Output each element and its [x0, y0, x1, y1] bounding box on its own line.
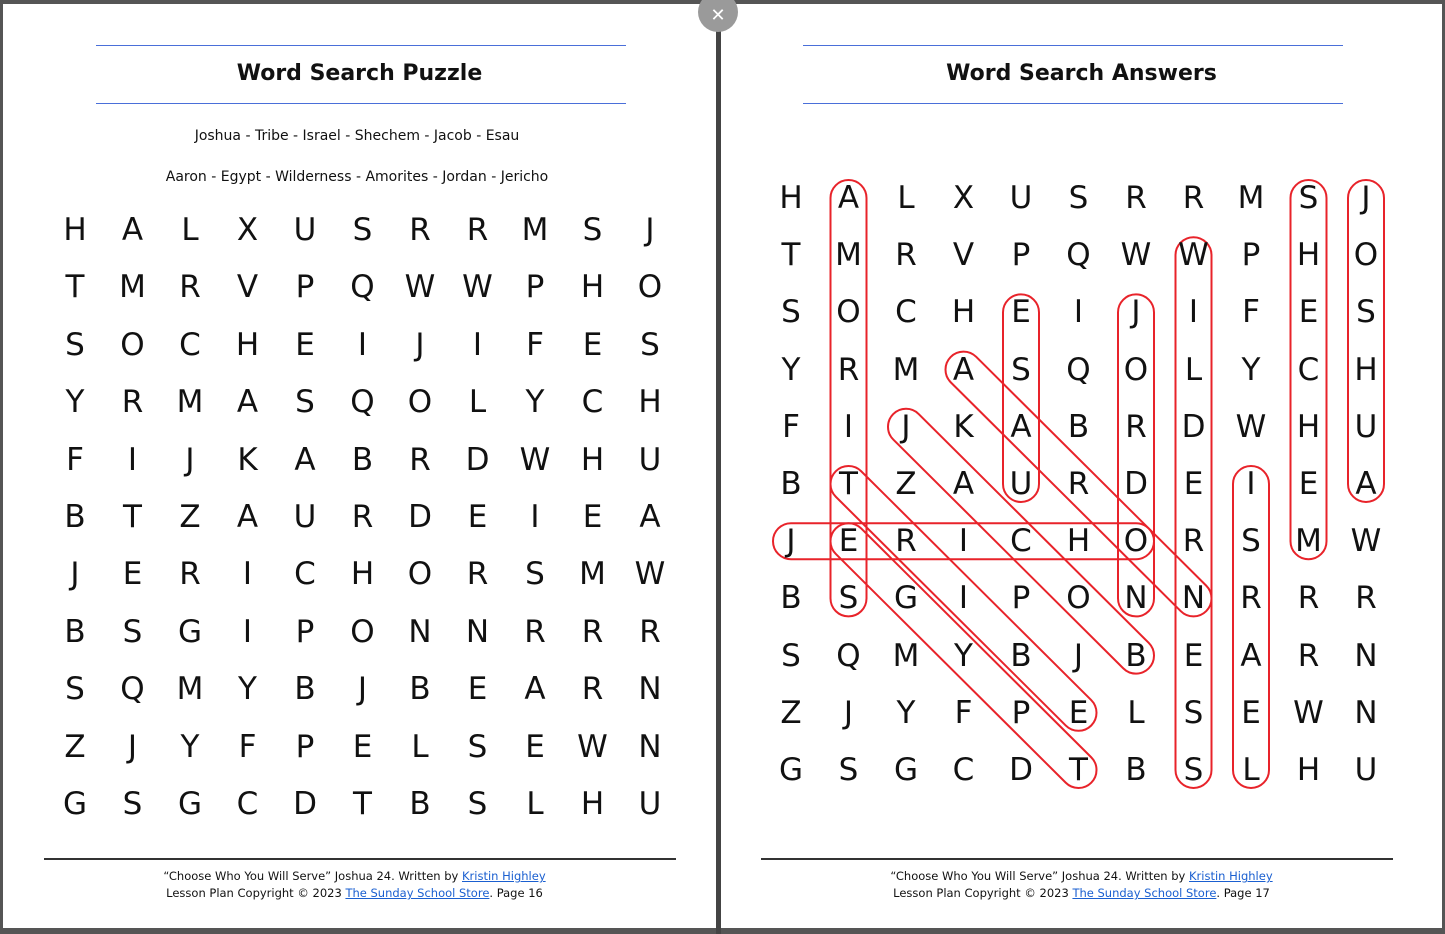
grid-letter: S — [1068, 180, 1089, 216]
grid-letter: T — [353, 786, 372, 822]
grid-letter: H — [580, 441, 605, 478]
grid-letter: A — [952, 351, 975, 388]
grid-letter: T — [781, 237, 801, 274]
grid-letter: J — [843, 694, 854, 731]
grid-letter: C — [581, 384, 604, 421]
grid-letter: X — [236, 212, 259, 248]
grid-letter: R — [1240, 580, 1262, 617]
grid-letter: S — [1183, 694, 1204, 731]
grid-letter: G — [177, 786, 203, 822]
grid-letter: Y — [781, 351, 801, 388]
grid-letter: J — [70, 556, 80, 593]
grid-letter: H — [1296, 237, 1321, 274]
grid-letter: R — [351, 499, 374, 535]
grid-letter: G — [893, 752, 919, 788]
grid-letter: R — [1355, 580, 1377, 617]
title-rule-top — [96, 45, 626, 46]
grid-letter: L — [181, 212, 199, 248]
grid-letter: A — [1355, 466, 1377, 502]
grid-letter: L — [1184, 351, 1203, 388]
grid-letter: P — [1011, 237, 1031, 274]
grid-letter: D — [408, 499, 432, 535]
grid-letter: F — [782, 408, 800, 445]
grid-letter: A — [1010, 408, 1032, 445]
grid-letter: O — [637, 269, 663, 306]
grid-letter: H — [350, 556, 375, 593]
grid-letter: R — [1067, 466, 1090, 502]
grid-letter: F — [1242, 294, 1260, 331]
grid-letter: Y — [525, 384, 545, 421]
grid-letter: G — [893, 580, 919, 617]
grid-letter: R — [179, 269, 201, 306]
grid-letter: A — [121, 212, 144, 248]
grid-letter: P — [295, 269, 315, 306]
grid-letter: S — [1241, 523, 1261, 560]
grid-letter: R — [895, 523, 917, 560]
grid-letter: G — [778, 752, 804, 788]
grid-letter: D — [465, 441, 490, 478]
grid-letter: S — [122, 613, 143, 650]
grid-letter: O — [1123, 351, 1149, 388]
grid-letter: S — [525, 556, 545, 593]
grid-letter: N — [408, 613, 432, 650]
grid-letter: Z — [64, 728, 86, 765]
grid-letter: Y — [65, 384, 85, 421]
grid-letter: E — [1241, 694, 1261, 731]
grid-letter: G — [177, 613, 203, 650]
grid-letter: W — [1120, 237, 1152, 274]
grid-letter: W — [1235, 408, 1267, 445]
grid-letter: I — [1073, 294, 1084, 331]
grid-letter: C — [179, 326, 201, 363]
grid-letter: E — [525, 728, 545, 765]
footer-line-2 — [721, 885, 1442, 902]
grid-letter: Y — [896, 694, 916, 731]
answer-circle-jordan — [1118, 294, 1154, 616]
grid-letter: M — [892, 351, 920, 388]
grid-letter: E — [1011, 294, 1031, 331]
answer-circle-israel — [1233, 466, 1269, 788]
grid-letter: A — [236, 384, 259, 421]
grid-letter: R — [1297, 637, 1320, 674]
grid-letter: S — [1011, 351, 1031, 388]
grid-letter: W — [404, 269, 436, 306]
word-list-line-2: Aaron - Egypt - Wilderness - Amorites - Jordan - Jericho — [165, 169, 549, 185]
grid-letter: N — [638, 671, 662, 708]
grid-letter: E — [1183, 637, 1204, 674]
grid-letter: S — [838, 580, 859, 617]
grid-letter: B — [1125, 752, 1147, 788]
grid-letter: T — [839, 466, 858, 502]
grid-letter: W — [1178, 237, 1209, 274]
page-title: Word Search Puzzle — [236, 61, 483, 86]
grid-letter: E — [1068, 694, 1089, 731]
grid-letter: R — [837, 351, 860, 388]
grid-letter: R — [581, 613, 604, 650]
grid-letter: S — [122, 786, 143, 822]
grid-letter: K — [953, 408, 974, 445]
grid-letter: R — [179, 556, 201, 593]
grid-letter: H — [580, 786, 605, 822]
grid-letter: B — [409, 786, 431, 822]
grid-letter: R — [466, 212, 489, 248]
grid-letter: N — [465, 613, 490, 650]
grid-letter: L — [1242, 752, 1260, 788]
grid-letter: R — [581, 671, 604, 708]
grid-letter: J — [645, 212, 655, 248]
grid-letter: P — [1011, 694, 1031, 731]
grid-letter: R — [121, 384, 144, 421]
grid-letter: E — [467, 671, 488, 708]
grid-letter: J — [1073, 637, 1084, 674]
grid-letter: U — [638, 441, 662, 478]
grid-letter: Z — [895, 466, 917, 502]
grid-letter: O — [120, 326, 145, 363]
grid-letter: S — [781, 637, 801, 674]
grid-letter: H — [951, 294, 976, 331]
grid-letter: W — [634, 556, 666, 593]
grid-letter: S — [65, 671, 85, 708]
grid-letter: P — [295, 728, 315, 765]
grid-letter: E — [467, 499, 488, 535]
footer-rule — [761, 858, 1393, 860]
grid-letter: A — [952, 466, 975, 502]
grid-letter: Q — [1066, 351, 1091, 388]
grid-letter: R — [1297, 580, 1320, 617]
grid-letter: I — [357, 326, 368, 363]
grid-letter: O — [1353, 237, 1379, 274]
grid-letter: S — [1356, 294, 1376, 331]
grid-letter: G — [62, 786, 88, 822]
grid-letter: I — [958, 580, 969, 617]
grid-letter: H — [779, 180, 803, 216]
grid-letter: N — [638, 728, 662, 765]
grid-letter: E — [582, 499, 603, 535]
grid-letter: O — [1066, 580, 1091, 617]
grid-letter: C — [1010, 523, 1032, 560]
grid-letter: L — [468, 384, 487, 421]
grid-letter: Y — [954, 637, 973, 674]
grid-letter: F — [954, 694, 973, 731]
grid-letter: M — [521, 212, 549, 248]
grid-letter: Y — [238, 671, 257, 708]
grid-letter: I — [958, 523, 969, 560]
footer-rule — [44, 858, 676, 860]
grid-letter: M — [1295, 523, 1322, 560]
grid-letter: W — [577, 728, 608, 765]
grid-letter: Q — [350, 269, 375, 306]
grid-letter: I — [1188, 294, 1199, 331]
grid-letter: E — [582, 326, 603, 363]
grid-letter: H — [638, 384, 662, 421]
grid-letter: E — [295, 326, 315, 363]
grid-letter: A — [1240, 637, 1262, 674]
grid-letter: B — [780, 466, 802, 502]
grid-letter: V — [236, 269, 259, 306]
grid-letter: W — [519, 441, 551, 478]
grid-letter: S — [781, 294, 801, 331]
word-list-line-1: Joshua - Tribe - Israel - Shechem - Jacob - Esau — [194, 128, 520, 144]
grid-letter: E — [352, 728, 373, 765]
grid-letter: L — [526, 786, 544, 822]
grid-letter: M — [835, 237, 862, 274]
answer-circle-joshua — [1348, 180, 1384, 502]
grid-letter: B — [64, 613, 86, 650]
grid-letter: S — [467, 786, 488, 822]
grid-letter: U — [1354, 752, 1378, 788]
grid-letter: U — [293, 499, 317, 535]
grid-letter: N — [1354, 694, 1378, 731]
grid-letter: B — [64, 499, 86, 535]
grid-letter: I — [1246, 466, 1256, 502]
grid-letter: H — [1296, 408, 1321, 445]
grid-letter: B — [1125, 637, 1147, 674]
grid-letter: S — [1183, 752, 1204, 788]
grid-letter: Z — [179, 499, 201, 535]
grid-letter: H — [1354, 351, 1378, 388]
grid-letter: A — [639, 499, 661, 535]
grid-letter: Q — [836, 637, 861, 674]
grid-letter: E — [838, 523, 859, 560]
grid-letter: D — [1181, 408, 1206, 445]
grid-letter: S — [65, 326, 85, 363]
footer-credit-text: “Choose Who You Will Serve” Joshua 24. Written by — [890, 869, 1190, 883]
grid-letter: O — [1123, 523, 1149, 560]
grid-letter: N — [1354, 637, 1378, 674]
grid-letter: F — [66, 441, 84, 478]
footer-copyright-text: Lesson Plan Copyright © 2023 — [893, 886, 1073, 900]
grid-letter: H — [1296, 752, 1321, 788]
grid-letter: S — [640, 326, 660, 363]
grid-letter: D — [1124, 466, 1148, 502]
grid-letter: B — [780, 580, 802, 617]
grid-letter: L — [411, 728, 429, 765]
store-link[interactable]: The Sunday School Store — [345, 886, 490, 900]
grid-letter: W — [462, 269, 493, 306]
grid-letter: R — [895, 237, 917, 274]
grid-letter: W — [1350, 523, 1382, 560]
grid-letter: O — [407, 556, 433, 593]
grid-letter: B — [294, 671, 316, 708]
grid-letter: D — [293, 786, 317, 822]
grid-letter: A — [294, 441, 316, 478]
title-rule-bottom — [96, 103, 626, 104]
store-link[interactable]: The Sunday School Store — [1072, 886, 1217, 900]
grid-letter: Z — [780, 694, 802, 731]
grid-letter: B — [1010, 637, 1032, 674]
grid-letter: B — [1067, 408, 1090, 445]
grid-letter: W — [1293, 694, 1324, 731]
grid-letter: R — [639, 613, 661, 650]
grid-letter: S — [582, 212, 603, 248]
grid-letter: U — [1009, 466, 1033, 502]
page-footer — [721, 868, 1442, 902]
grid-letter: R — [1182, 180, 1205, 216]
grid-letter: C — [236, 786, 259, 822]
grid-letter: O — [350, 613, 375, 650]
grid-letter: U — [1354, 408, 1378, 445]
grid-letter: R — [1182, 523, 1205, 560]
grid-letter: U — [638, 786, 662, 822]
author-link[interactable]: Kristin Highley — [1189, 869, 1273, 883]
grid-letter: C — [294, 556, 316, 593]
grid-letter: A — [236, 499, 259, 535]
grid-letter: Q — [1066, 237, 1091, 274]
grid-letter: J — [127, 728, 138, 765]
grid-letter: M — [579, 556, 606, 593]
page-title: Word Search Answers — [946, 61, 1217, 86]
grid-letter: E — [1298, 294, 1319, 331]
grid-letter: J — [1131, 294, 1141, 331]
grid-letter: J — [357, 671, 368, 708]
grid-letter: M — [176, 671, 204, 708]
answers-page — [721, 4, 1442, 928]
page-footer — [0, 868, 716, 902]
grid-letter: I — [127, 441, 138, 478]
footer-credit-text: “Choose Who You Will Serve” Joshua 24. Written by — [163, 869, 463, 883]
grid-letter: L — [897, 180, 915, 216]
grid-letter: U — [1009, 180, 1033, 216]
grid-letter: E — [1298, 466, 1319, 502]
author-link[interactable]: Kristin Highley — [462, 869, 546, 883]
grid-letter: P — [1241, 237, 1261, 274]
grid-letter: R — [1125, 408, 1147, 445]
grid-letter: S — [838, 752, 859, 788]
grid-letter: U — [293, 212, 317, 248]
grid-letter: B — [351, 441, 374, 478]
footer-line-1 — [721, 868, 1442, 885]
grid-letter: R — [409, 212, 431, 248]
grid-letter: I — [843, 408, 854, 445]
grid-letter: Q — [350, 384, 375, 421]
grid-letter: D — [1009, 752, 1033, 788]
grid-letter: P — [1011, 580, 1031, 617]
grid-letter: N — [1181, 580, 1206, 617]
grid-letter: O — [836, 294, 861, 331]
grid-letter: I — [242, 556, 253, 593]
footer-line-2 — [0, 885, 716, 902]
grid-letter: R — [524, 613, 546, 650]
grid-letter: T — [123, 499, 142, 535]
grid-letter: C — [952, 752, 975, 788]
grid-letter: A — [837, 180, 860, 216]
grid-letter: I — [472, 326, 483, 363]
grid-letter: E — [122, 556, 143, 593]
grid-letter: I — [530, 499, 540, 535]
grid-letter: J — [786, 523, 796, 560]
grid-letter: V — [952, 237, 975, 274]
grid-letter: X — [952, 180, 975, 216]
grid-letter: J — [1361, 180, 1371, 216]
grid-letter: Q — [120, 671, 145, 708]
grid-letter: S — [1298, 180, 1319, 216]
grid-letter: L — [1127, 694, 1145, 731]
footer-copyright-text: Lesson Plan Copyright © 2023 — [166, 886, 346, 900]
grid-letter: K — [237, 441, 258, 478]
grid-letter: M — [892, 637, 920, 674]
close-icon[interactable]: ✕ — [698, 0, 738, 32]
footer-page-number: . Page 17 — [1216, 886, 1270, 900]
grid-letter: S — [352, 212, 373, 248]
grid-letter: T — [65, 269, 85, 306]
grid-letter: Y — [1241, 351, 1261, 388]
grid-letter: M — [1237, 180, 1265, 216]
grid-letter: C — [895, 294, 917, 331]
grid-letter: R — [466, 556, 489, 593]
grid-letter: H — [1066, 523, 1091, 560]
footer-line-1 — [0, 868, 716, 885]
grid-letter: M — [176, 384, 204, 421]
grid-letter: F — [526, 326, 544, 363]
grid-letter: A — [524, 671, 546, 708]
grid-letter: J — [415, 326, 425, 363]
grid-letter: R — [409, 441, 431, 478]
grid-letter: M — [119, 269, 146, 306]
grid-letter: S — [295, 384, 315, 421]
grid-letter: E — [1183, 466, 1204, 502]
grid-letter: C — [1297, 351, 1320, 388]
puzzle-page — [3, 4, 716, 928]
footer-page-number: . Page 16 — [489, 886, 543, 900]
grid-letter: R — [1125, 180, 1147, 216]
grid-letter: P — [525, 269, 545, 306]
grid-letter: N — [1124, 580, 1148, 617]
grid-letter: P — [295, 613, 315, 650]
grid-letter: Y — [180, 728, 200, 765]
grid-letter: O — [407, 384, 433, 421]
grid-letter: F — [238, 728, 257, 765]
grid-letter: B — [409, 671, 431, 708]
grid-letter: H — [580, 269, 605, 306]
grid-letter: J — [901, 408, 911, 445]
grid-letter: H — [235, 326, 260, 363]
grid-letter: H — [63, 212, 87, 248]
grid-letter: T — [1069, 752, 1088, 788]
grid-letter: I — [242, 613, 253, 650]
grid-letter: J — [185, 441, 195, 478]
grid-letter: S — [467, 728, 488, 765]
